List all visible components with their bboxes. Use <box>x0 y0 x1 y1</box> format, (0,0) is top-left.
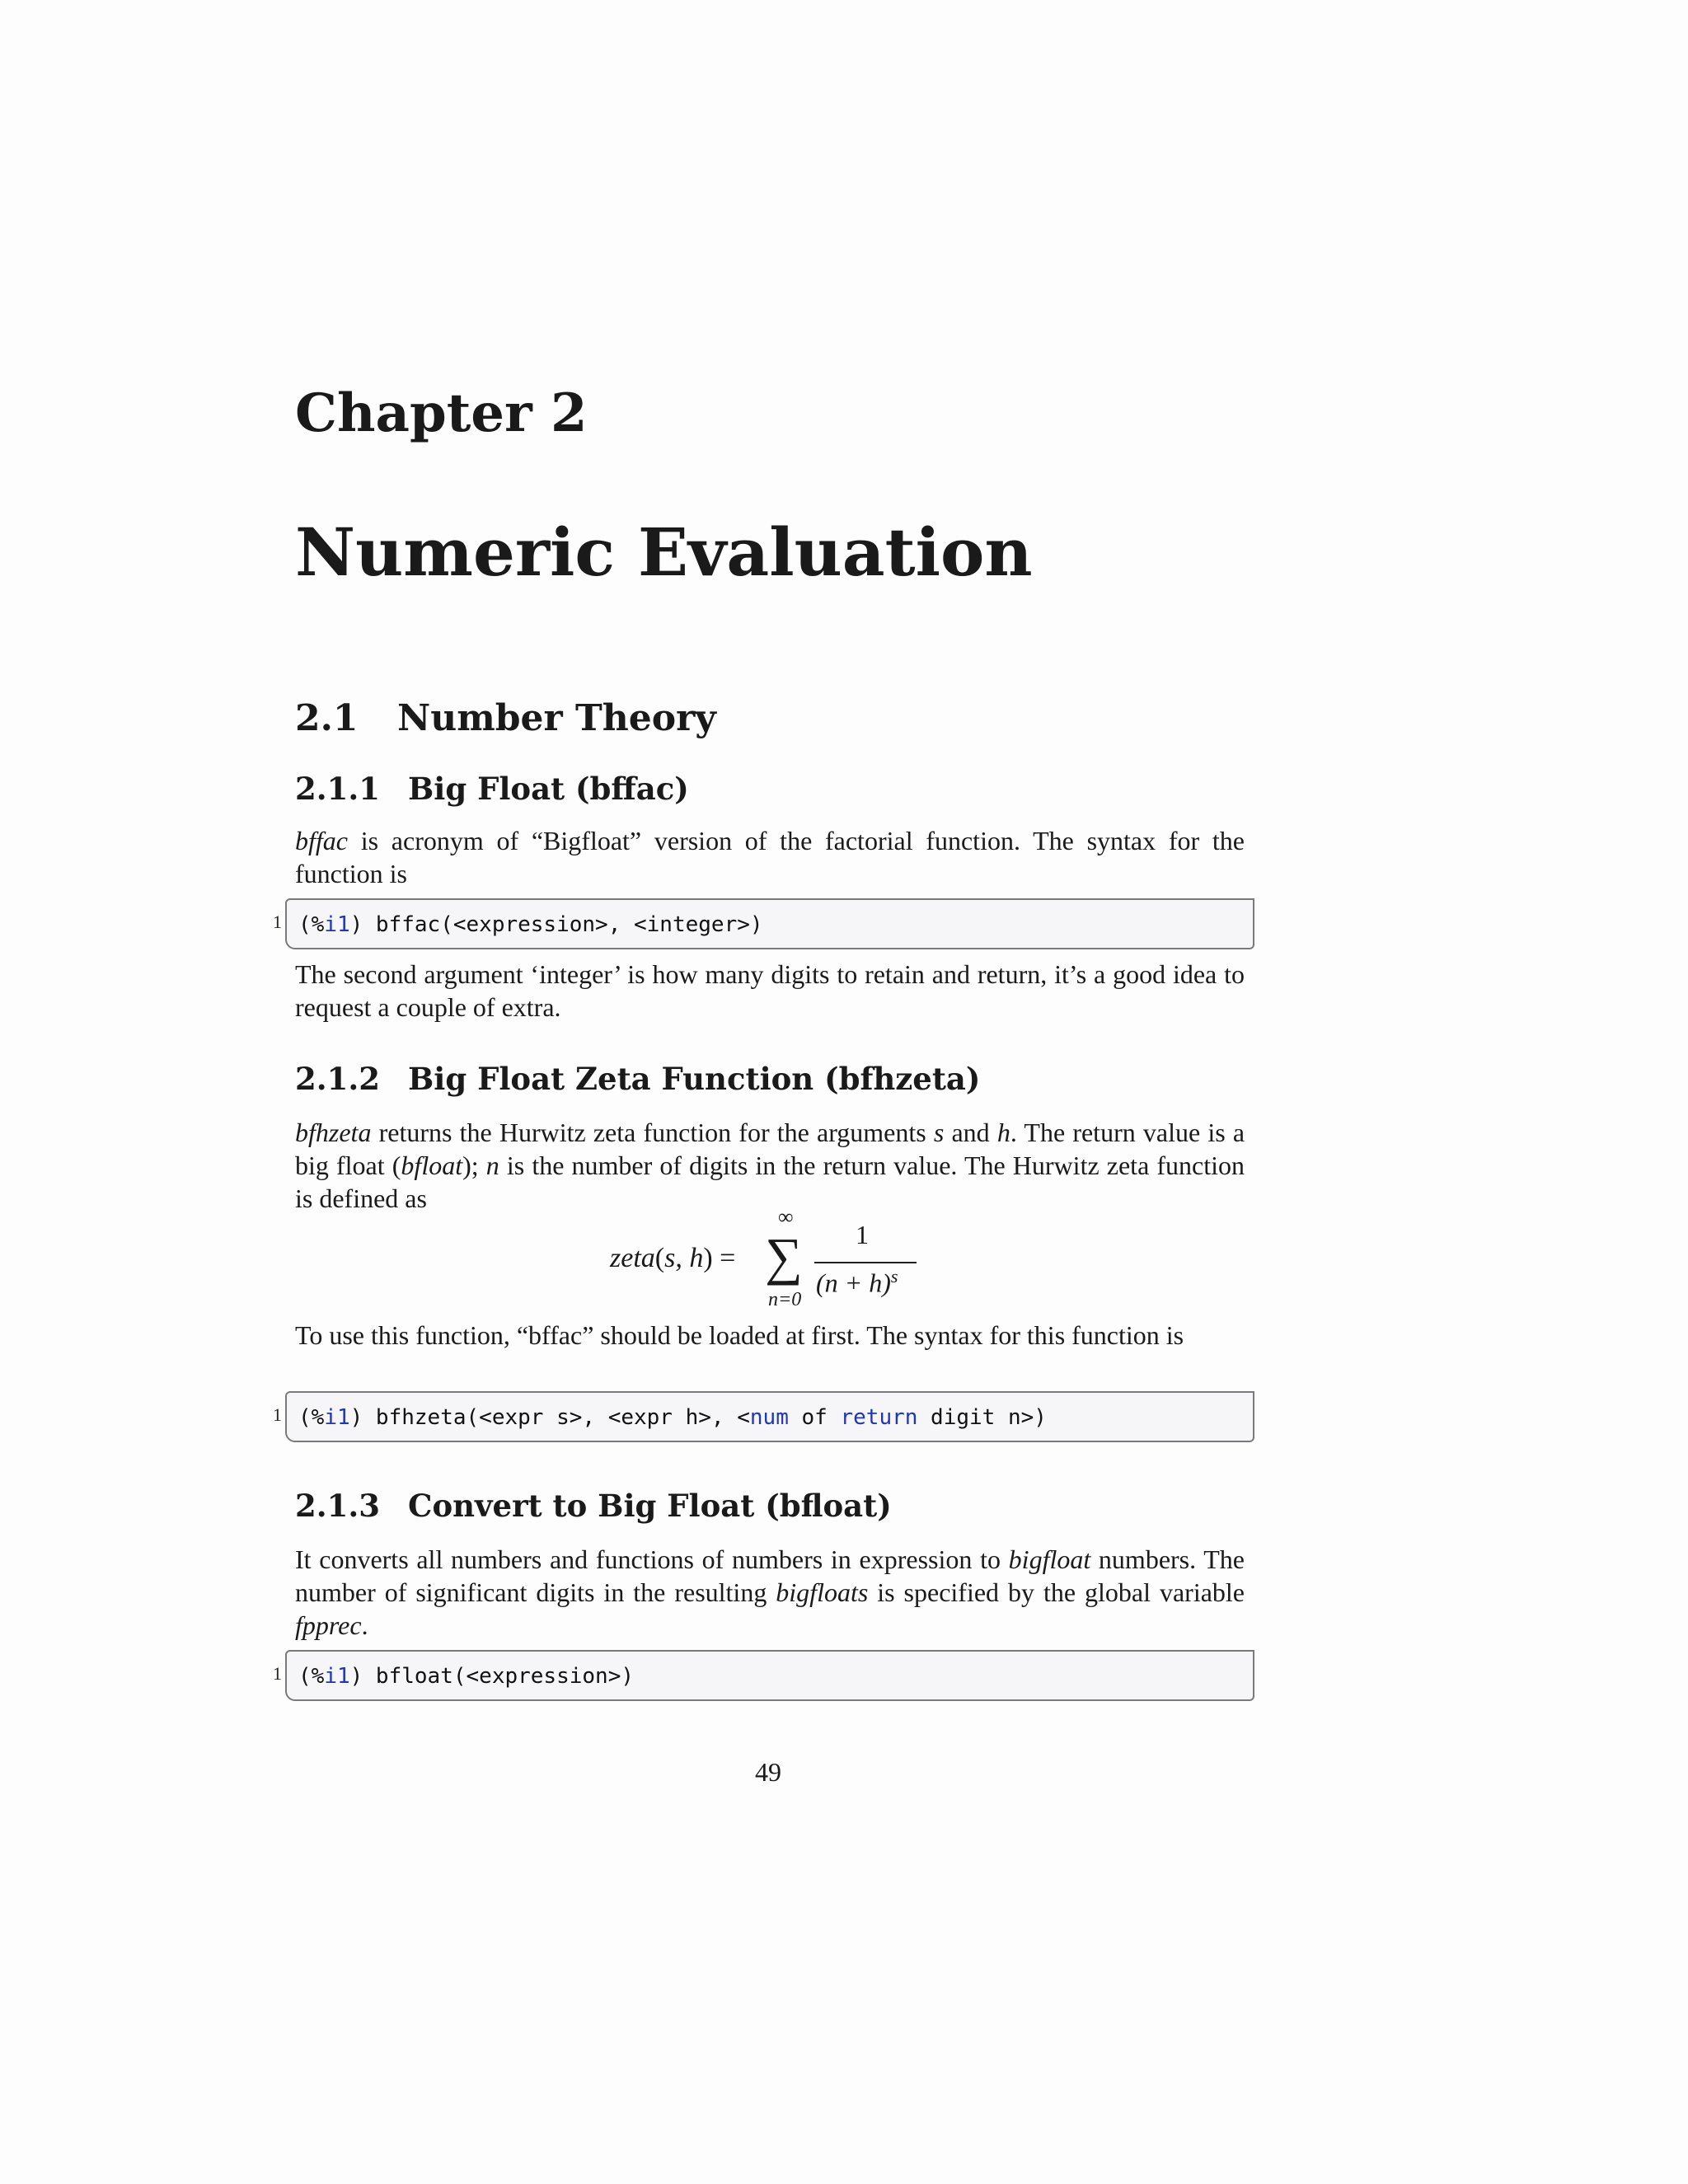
math-var: n <box>485 1151 499 1180</box>
code-box <box>285 1391 1254 1442</box>
term-bigfloat: bigfloat <box>1008 1544 1091 1574</box>
subsection-heading-bfhzeta <box>295 1058 980 1099</box>
code-token: bfloat(<expression>) <box>363 1664 635 1689</box>
paragraph-text: is acronym of “Bigfloat” version of the factorial function. The syntax for the function is <box>295 826 1245 888</box>
line-number: 1 <box>273 912 282 932</box>
code-listing-bfloat <box>265 1650 1254 1701</box>
section-title: Number Theory <box>397 697 716 739</box>
code-box <box>285 1650 1254 1701</box>
fraction-numerator: 1 <box>856 1220 869 1249</box>
subsection-number: 2.1.2 <box>295 1061 380 1097</box>
subsection-number: 2.1.1 <box>295 771 380 807</box>
summation-sign: ∑ <box>765 1227 803 1286</box>
paragraph-text: is the number of digits in the return value. The Hurwitz zeta function is defined as <box>295 1151 1245 1213</box>
paragraph-text: ); <box>462 1151 486 1180</box>
fraction-denominator <box>816 1266 898 1299</box>
sum-lower-limit: n=0 <box>768 1289 802 1310</box>
paragraph-text: and <box>944 1118 997 1147</box>
code-token: digit n>) <box>917 1405 1047 1430</box>
paragraph-text: numbers. The number of significant digits in the resulting <box>295 1544 1245 1607</box>
section-heading <box>295 694 716 743</box>
equation-args: s, h <box>664 1243 704 1273</box>
code-token: (% <box>298 1405 325 1430</box>
paragraph-text: It converts all numbers and functions of numbers in expression to <box>295 1544 1009 1574</box>
code-token: of <box>788 1405 841 1430</box>
code-token: (% <box>298 1664 325 1689</box>
code-token: ) <box>349 912 363 937</box>
code-keyword: i1 <box>324 1664 350 1689</box>
denominator-base: (n + h) <box>816 1268 891 1298</box>
code-keyword: return <box>840 1405 918 1430</box>
fraction-bar <box>814 1262 917 1263</box>
denominator-exponent: s <box>890 1266 898 1286</box>
code-token: ) <box>349 1664 363 1689</box>
subsection-title: Big Float Zeta Function (bfhzeta) <box>408 1061 981 1097</box>
code-token: bfhzeta(<expr s>, <expr h>, < <box>363 1405 750 1430</box>
paragraph-bfloat-intro <box>295 1543 1245 1642</box>
equation-function-name: zeta <box>610 1243 655 1273</box>
code-token: (% <box>298 912 325 937</box>
section-number: 2.1 <box>295 697 359 739</box>
code-listing-bffac <box>265 898 1254 949</box>
term-bigfloats: bigfloats <box>776 1577 869 1607</box>
paragraph-text: returns the Hurwitz zeta function for the arguments <box>371 1118 934 1147</box>
code-line <box>298 1401 1047 1434</box>
code-line <box>298 1660 634 1693</box>
code-token: bffac(<expression>, <integer>) <box>363 912 763 937</box>
code-keyword: i1 <box>324 912 350 937</box>
term-bfhzeta: bfhzeta <box>295 1118 372 1147</box>
term-bffac: bffac <box>295 826 348 855</box>
code-token: ) <box>349 1405 363 1430</box>
paragraph-bfhzeta-usage: To use this function, “bffac” should be loaded at first. The syntax for this function is <box>295 1320 1184 1350</box>
subsection-title: Convert to Big Float (bfloat) <box>408 1488 892 1524</box>
paragraph-text: is specified by the global variable <box>868 1577 1245 1607</box>
code-box <box>285 898 1254 949</box>
paragraph-bfhzeta-intro <box>295 1116 1245 1215</box>
paragraph-text: . <box>361 1610 368 1640</box>
equals-sign: = <box>720 1243 736 1273</box>
code-keyword: num <box>749 1405 789 1430</box>
subsection-title: Big Float (bffac) <box>408 771 689 807</box>
sum-upper-limit: ∞ <box>778 1205 794 1229</box>
subsection-number: 2.1.3 <box>295 1488 380 1524</box>
subsection-heading-bfloat <box>295 1485 892 1526</box>
term-bfloat: bfloat <box>401 1151 463 1180</box>
chapter-title: Numeric Evaluation <box>295 513 1033 591</box>
code-listing-bfhzeta <box>265 1391 1254 1442</box>
code-keyword: i1 <box>324 1405 350 1430</box>
paragraph-text: . The return value is a big float ( <box>295 1118 1245 1180</box>
page-number: 49 <box>755 1757 781 1787</box>
code-line <box>298 908 763 941</box>
subsection-heading-bffac <box>295 768 689 809</box>
line-number: 1 <box>273 1404 282 1425</box>
paragraph-bffac-intro <box>295 824 1245 890</box>
term-fpprec: fpprec <box>295 1610 362 1640</box>
paragraph-bffac-note: The second argument ‘integer’ is how many digits to retain and return, it’s a good idea to request a couple of extra. <box>295 959 1245 1022</box>
math-var: s <box>933 1118 945 1147</box>
line-number: 1 <box>273 1663 282 1684</box>
math-var: h <box>996 1118 1010 1147</box>
hurwitz-zeta-equation <box>610 1205 940 1310</box>
equation-lhs: zeta(s, h) = <box>610 1243 736 1273</box>
chapter-label: Chapter 2 <box>295 382 588 444</box>
